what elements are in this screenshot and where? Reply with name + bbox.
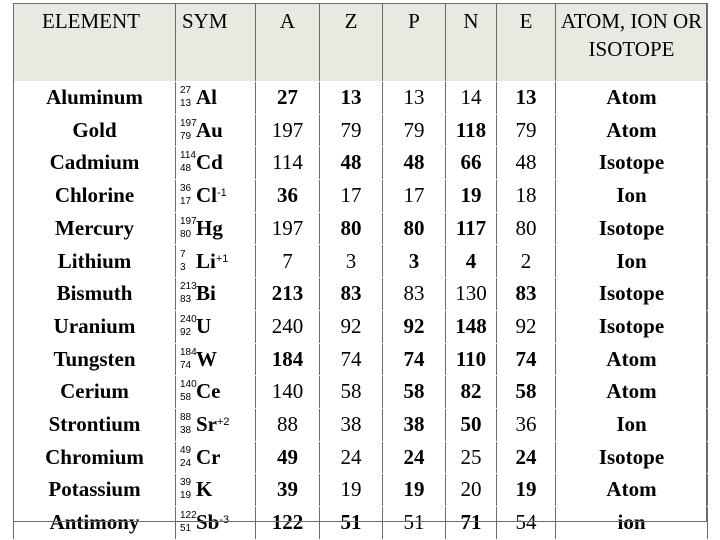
value-p-cell: 74 — [383, 343, 446, 376]
table-body — [14, 82, 708, 540]
table-row — [14, 180, 708, 213]
atomic-number: 79 — [180, 130, 192, 142]
value-z-cell: 74 — [320, 343, 383, 376]
value-a-cell: 36 — [256, 180, 320, 213]
header-z: Z — [320, 4, 383, 82]
table-row — [14, 310, 708, 343]
mass-number: 49 — [180, 444, 192, 456]
header-type: ATOM, ION OR ISOTOPE — [556, 4, 708, 82]
value-n-cell: 20 — [446, 474, 497, 507]
mass-number: 140 — [180, 379, 197, 391]
value-n-cell: 14 — [446, 82, 497, 115]
symbol-cell — [176, 408, 256, 441]
value-z-cell: 38 — [320, 408, 383, 441]
atomic-number: 17 — [180, 196, 192, 208]
table-row — [14, 506, 708, 539]
value-a-cell: 213 — [256, 278, 320, 311]
atomic-number: 92 — [180, 326, 192, 338]
table-row — [14, 114, 708, 147]
atomic-number: 58 — [180, 392, 192, 404]
element-symbol: Cr — [196, 444, 221, 469]
value-a-cell: 39 — [256, 474, 320, 507]
value-p-cell: 58 — [383, 376, 446, 409]
value-z-cell: 80 — [320, 212, 383, 245]
type-cell: Atom — [556, 343, 708, 376]
element-name-cell: Cadmium — [14, 147, 176, 180]
mass-number: 88 — [180, 411, 192, 423]
element-name-cell: Lithium — [14, 245, 176, 278]
mass-number: 240 — [180, 313, 197, 325]
element-name-cell: Potassium — [14, 474, 176, 507]
ion-charge: +2 — [217, 415, 230, 428]
isotope-notation — [176, 180, 255, 212]
isotope-notation — [176, 507, 255, 539]
type-cell: Atom — [556, 376, 708, 409]
isotope-notation — [176, 409, 255, 441]
element-name-cell: Cerium — [14, 376, 176, 409]
value-p-cell: 48 — [383, 147, 446, 180]
isotope-notation — [176, 246, 255, 278]
element-symbol: $Sb^{-3}$ — [196, 510, 230, 535]
type-cell: Ion — [556, 408, 708, 441]
value-n-cell: 25 — [446, 441, 497, 474]
type-cell: Ion — [556, 245, 708, 278]
value-n-cell: 4 — [446, 245, 497, 278]
value-n-cell: 110 — [446, 343, 497, 376]
value-a-cell: 88 — [256, 408, 320, 441]
table-row — [14, 245, 708, 278]
isotope-notation — [176, 278, 255, 310]
element-name-cell: Gold — [14, 114, 176, 147]
type-cell: Isotope — [556, 278, 708, 311]
element-symbol: Bi — [196, 281, 216, 306]
isotope-notation — [176, 147, 255, 179]
value-e-cell: 2 — [497, 245, 556, 278]
symbol-cell — [176, 245, 256, 278]
value-p-cell: 13 — [383, 82, 446, 115]
atomic-number: 3 — [180, 261, 186, 273]
value-z-cell: 92 — [320, 310, 383, 343]
symbol-cell — [176, 376, 256, 409]
value-e-cell: 92 — [497, 310, 556, 343]
value-a-cell: 114 — [256, 147, 320, 180]
value-z-cell: 17 — [320, 180, 383, 213]
table-row — [14, 343, 708, 376]
value-a-cell: 7 — [256, 245, 320, 278]
element-symbol: Au — [196, 117, 223, 142]
header-e: E — [497, 4, 556, 82]
value-n-cell: 148 — [446, 310, 497, 343]
atomic-number: 51 — [180, 523, 192, 535]
table-row — [14, 441, 708, 474]
value-p-cell: 51 — [383, 506, 446, 539]
value-e-cell: 83 — [497, 278, 556, 311]
value-a-cell: 140 — [256, 376, 320, 409]
value-z-cell: 58 — [320, 376, 383, 409]
value-n-cell: 19 — [446, 180, 497, 213]
value-e-cell: 54 — [497, 506, 556, 539]
symbol-cell — [176, 474, 256, 507]
element-name-cell: Aluminum — [14, 82, 176, 115]
symbol-cell — [176, 310, 256, 343]
value-p-cell: 24 — [383, 441, 446, 474]
table-row — [14, 147, 708, 180]
table-row — [14, 408, 708, 441]
value-z-cell: 24 — [320, 441, 383, 474]
mass-number: 114 — [180, 150, 196, 162]
isotope-notation — [176, 474, 255, 506]
value-n-cell: 130 — [446, 278, 497, 311]
mass-number: 197 — [180, 117, 197, 129]
element-name-cell: Chromium — [14, 441, 176, 474]
mass-number: 27 — [180, 85, 192, 97]
element-name-cell: Antimony — [14, 506, 176, 539]
element-table — [13, 3, 708, 540]
value-n-cell: 50 — [446, 408, 497, 441]
mass-number: 122 — [180, 510, 197, 522]
value-n-cell: 118 — [446, 114, 497, 147]
isotope-notation — [176, 311, 255, 343]
header-element: ELEMENT — [14, 4, 176, 82]
type-cell: Isotope — [556, 441, 708, 474]
element-symbol: Al — [196, 85, 217, 110]
isotope-notation — [176, 442, 255, 474]
mass-number: 36 — [180, 183, 192, 195]
atomic-number: 24 — [180, 457, 192, 469]
type-cell: Isotope — [556, 147, 708, 180]
element-name-cell: Bismuth — [14, 278, 176, 311]
value-n-cell: 66 — [446, 147, 497, 180]
type-cell: Isotope — [556, 310, 708, 343]
value-n-cell: 82 — [446, 376, 497, 409]
header-n: N — [446, 4, 497, 82]
element-name-cell: Mercury — [14, 212, 176, 245]
mass-number: 39 — [180, 477, 192, 489]
isotope-notation — [176, 115, 255, 147]
value-e-cell: 48 — [497, 147, 556, 180]
atomic-number: 13 — [180, 98, 192, 110]
header-p: P — [383, 4, 446, 82]
element-symbol: $Cl^{-1}$ — [196, 183, 227, 208]
element-symbol: U — [196, 313, 212, 338]
element-symbol: Hg — [196, 215, 223, 240]
table-row — [14, 474, 708, 507]
value-p-cell: 92 — [383, 310, 446, 343]
element-symbol: $Li^{+1}$ — [196, 248, 229, 273]
symbol-cell — [176, 114, 256, 147]
value-z-cell: 19 — [320, 474, 383, 507]
element-name-cell: Tungsten — [14, 343, 176, 376]
table-row — [14, 82, 708, 115]
element-name-cell: Chlorine — [14, 180, 176, 213]
ion-charge: -1 — [217, 187, 227, 200]
isotope-notation — [176, 213, 255, 245]
isotope-notation — [176, 376, 255, 408]
symbol-cell — [176, 278, 256, 311]
value-a-cell: 122 — [256, 506, 320, 539]
value-a-cell: 27 — [256, 82, 320, 115]
value-z-cell: 83 — [320, 278, 383, 311]
atomic-number: 48 — [180, 163, 192, 175]
ion-charge: +1 — [215, 252, 229, 265]
value-p-cell: 83 — [383, 278, 446, 311]
value-e-cell: 74 — [497, 343, 556, 376]
isotope-notation — [176, 82, 255, 114]
value-a-cell: 184 — [256, 343, 320, 376]
value-p-cell: 80 — [383, 212, 446, 245]
value-e-cell: 19 — [497, 474, 556, 507]
type-cell: ion — [556, 506, 708, 539]
symbol-cell — [176, 147, 256, 180]
value-p-cell: 3 — [383, 245, 446, 278]
atomic-number: 19 — [180, 490, 192, 502]
value-a-cell: 197 — [256, 212, 320, 245]
element-symbol: $Sr^{+2}$ — [196, 411, 230, 436]
value-e-cell: 13 — [497, 82, 556, 115]
value-a-cell: 197 — [256, 114, 320, 147]
element-symbol: Cd — [196, 150, 223, 175]
value-z-cell: 13 — [320, 82, 383, 115]
type-cell: Isotope — [556, 212, 708, 245]
value-e-cell: 80 — [497, 212, 556, 245]
value-p-cell: 19 — [383, 474, 446, 507]
element-symbol: Ce — [196, 379, 221, 404]
element-name-cell: Uranium — [14, 310, 176, 343]
value-p-cell: 17 — [383, 180, 446, 213]
value-e-cell: 24 — [497, 441, 556, 474]
mass-number: 213 — [180, 281, 197, 293]
table-row — [14, 376, 708, 409]
isotope-notation — [176, 344, 255, 376]
symbol-cell — [176, 180, 256, 213]
value-n-cell: 117 — [446, 212, 497, 245]
atomic-number: 80 — [180, 228, 192, 240]
value-z-cell: 79 — [320, 114, 383, 147]
type-cell: Atom — [556, 474, 708, 507]
element-symbol: K — [196, 477, 213, 502]
ion-charge: -3 — [219, 514, 230, 527]
value-z-cell: 51 — [320, 506, 383, 539]
type-cell: Ion — [556, 180, 708, 213]
element-symbol: W — [196, 346, 217, 371]
type-cell: Atom — [556, 114, 708, 147]
value-z-cell: 3 — [320, 245, 383, 278]
atomic-number: 38 — [180, 424, 192, 436]
atomic-number: 74 — [180, 359, 192, 371]
value-e-cell: 18 — [497, 180, 556, 213]
value-p-cell: 79 — [383, 114, 446, 147]
element-name-cell: Strontium — [14, 408, 176, 441]
value-a-cell: 240 — [256, 310, 320, 343]
header-sym: SYM — [176, 4, 256, 82]
mass-number: 184 — [180, 346, 197, 358]
symbol-cell — [176, 212, 256, 245]
value-n-cell: 71 — [446, 506, 497, 539]
symbol-cell — [176, 343, 256, 376]
value-z-cell: 48 — [320, 147, 383, 180]
table-row — [14, 212, 708, 245]
mass-number: 7 — [180, 248, 186, 260]
value-p-cell: 38 — [383, 408, 446, 441]
value-a-cell: 49 — [256, 441, 320, 474]
value-e-cell: 36 — [497, 408, 556, 441]
symbol-cell — [176, 506, 256, 539]
mass-number: 197 — [180, 215, 197, 227]
atomic-number: 83 — [180, 294, 192, 306]
header-a: A — [256, 4, 320, 82]
value-e-cell: 79 — [497, 114, 556, 147]
header-row — [14, 4, 708, 82]
symbol-cell — [176, 82, 256, 115]
symbol-cell — [176, 441, 256, 474]
type-cell: Atom — [556, 82, 708, 115]
value-e-cell: 58 — [497, 376, 556, 409]
table-row — [14, 278, 708, 311]
